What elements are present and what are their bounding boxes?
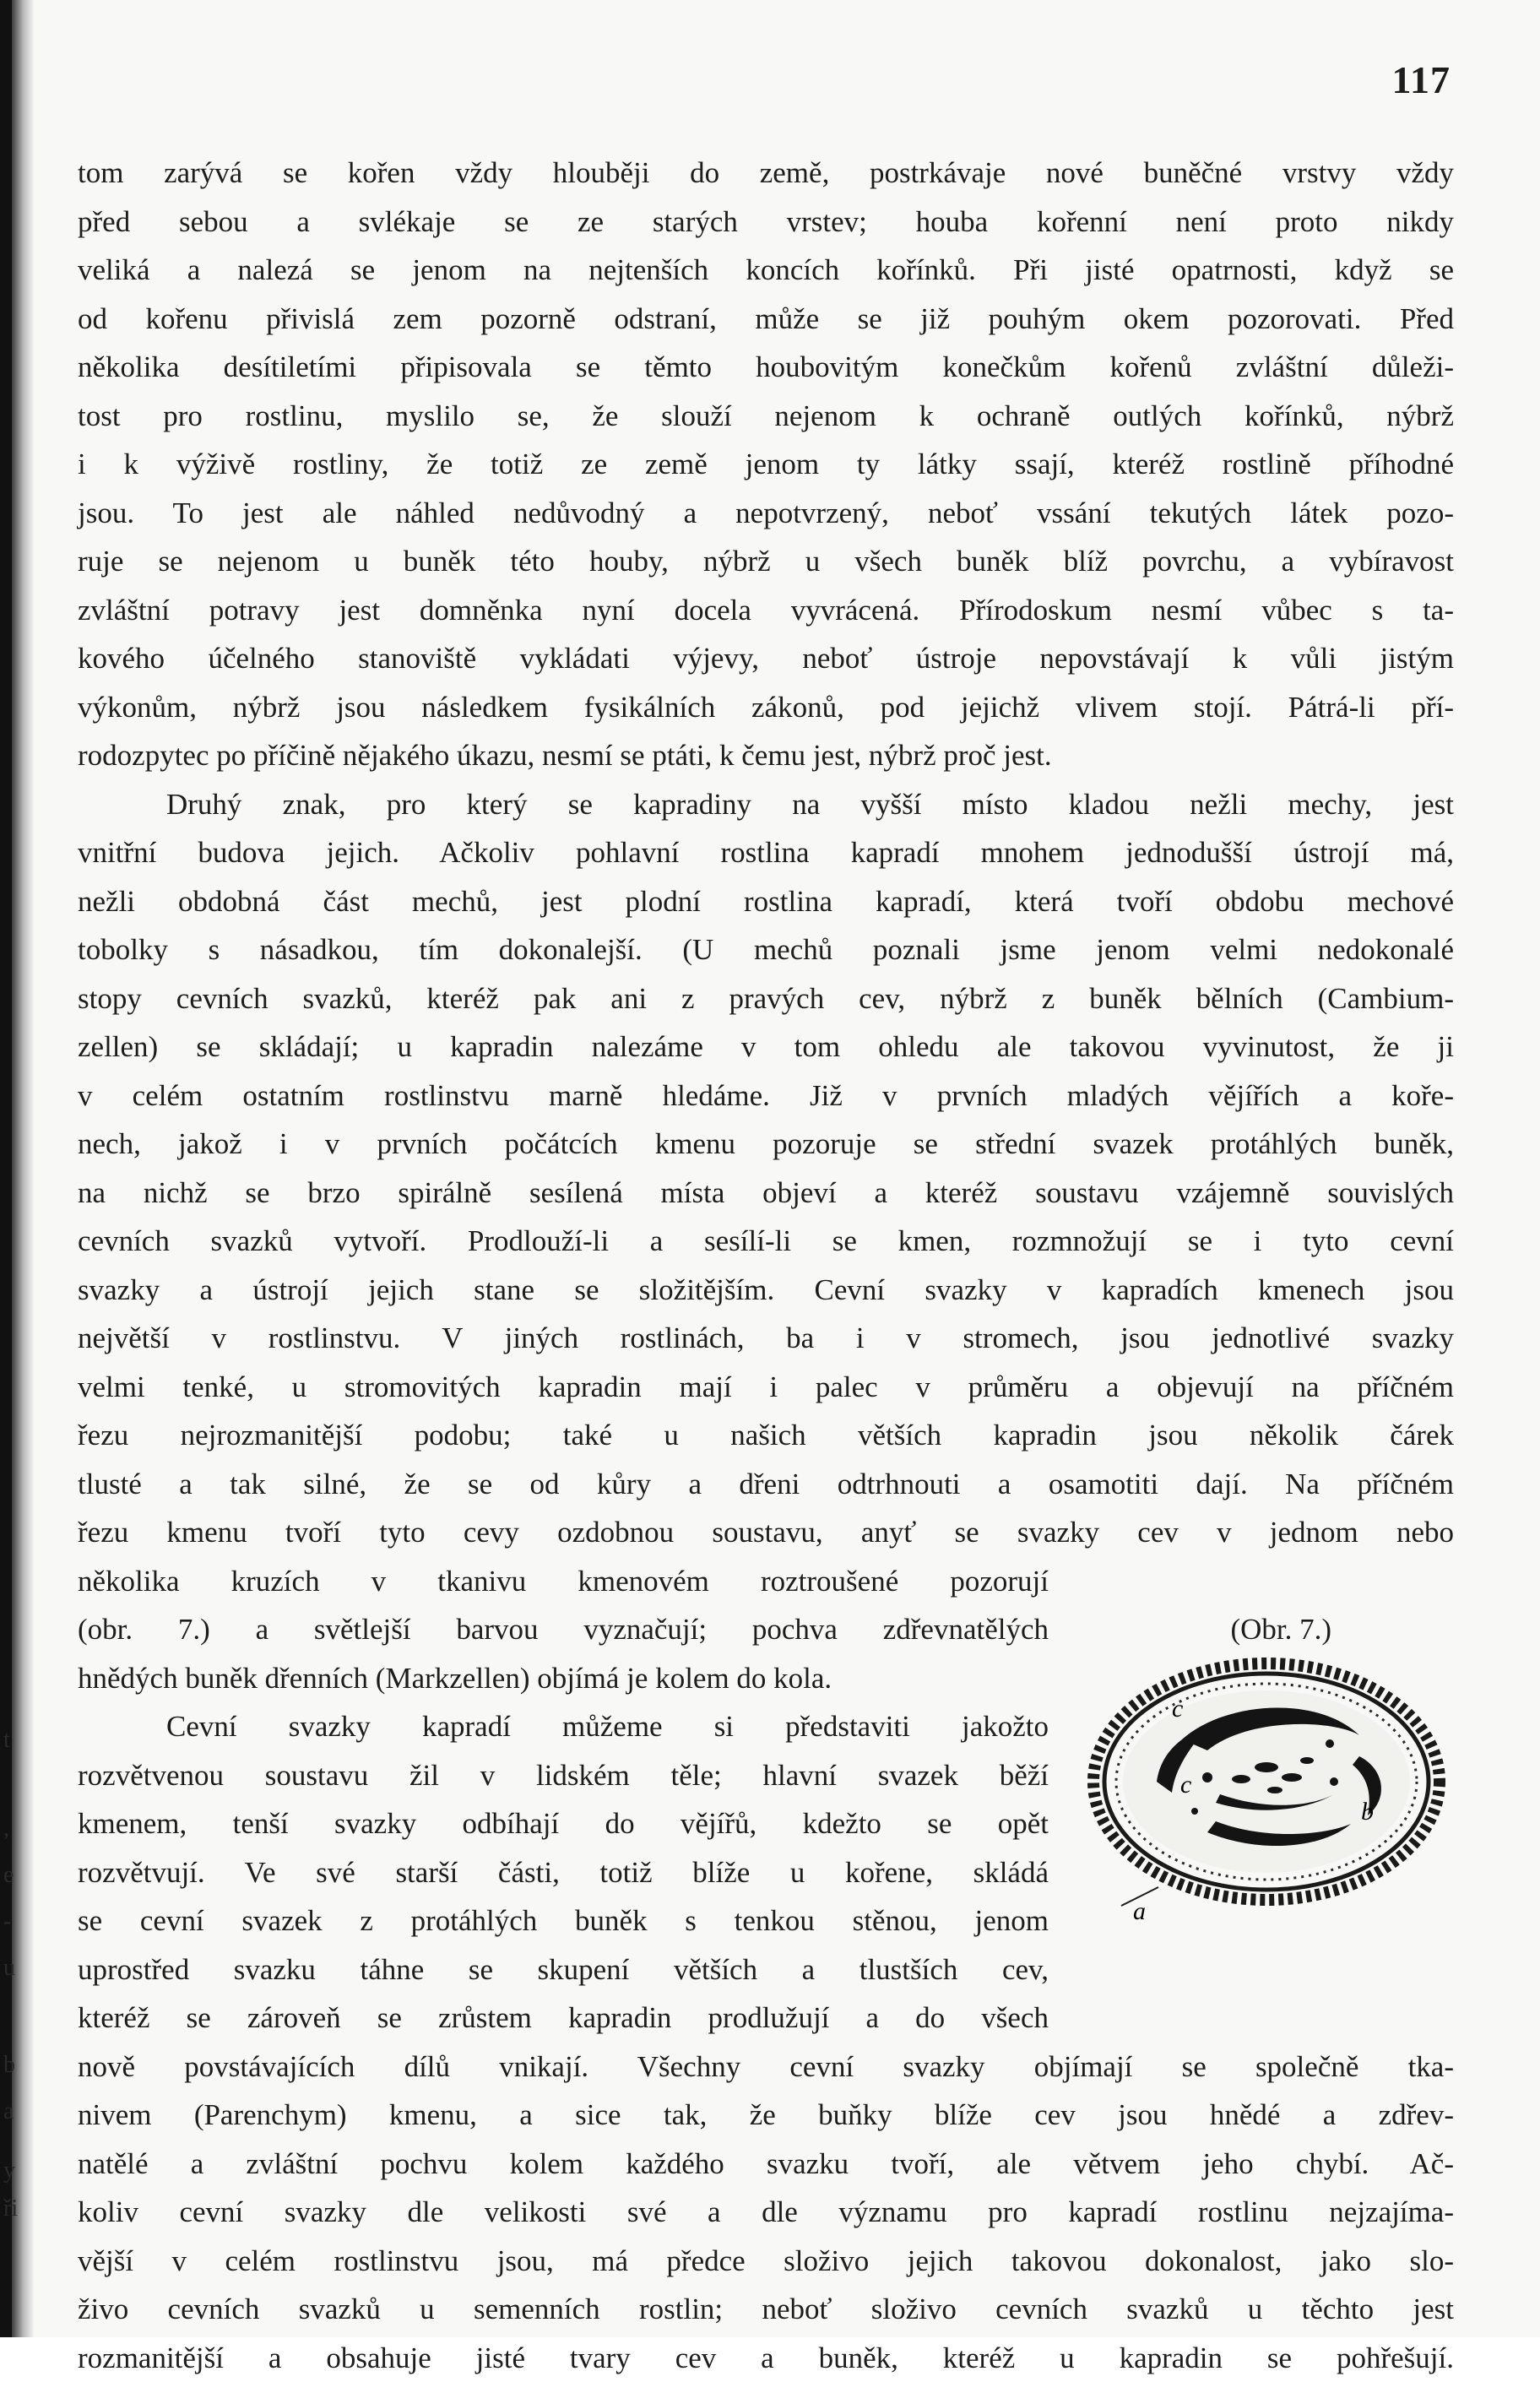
- margin-mark: -: [3, 1908, 11, 1935]
- text-line: uprostřed svazku táhne se skupení větších a tlustších cev,: [78, 1945, 1049, 1994]
- figure-label-c: c: [1180, 1771, 1191, 1799]
- text-line: tost pro rostlinu, myslilo se, že slouží nejenom k ochraně outlých kořínků, nýbrž: [78, 392, 1454, 441]
- text-line: rozmanitější a obsahuje jisté tvary cev a buněk, kteréž u kapradin se pohřešují.: [78, 2334, 1454, 2382]
- page-number: 117: [1366, 57, 1451, 102]
- text-line: veliká a nalezá se jenom na nejtenších koncích kořínků. Při jisté opatrnosti, když se: [78, 246, 1454, 295]
- figure-label-a: a: [1133, 1897, 1146, 1925]
- margin-mark: a: [3, 2098, 14, 2125]
- text-line: nově povstávajících dílů vnikají. Všechny cevní svazky objímají se společně tka-: [78, 2043, 1454, 2092]
- text-line: řezu nejrozmanitější podobu; také u našich větších kapradin jsou několik čárek: [78, 1411, 1454, 1460]
- text-line: svazky a ústrojí jejich stane se složitějším. Cevní svazky v kapradích kmenech jsou: [78, 1266, 1454, 1315]
- text-line: (obr. 7.) a světlejší barvou vyznačují; pochva zdřevnatělých: [78, 1605, 1049, 1654]
- text-line: živo cevních svazků u semenních rostlin; neboť složivo cevních svazků u těchto jest: [78, 2285, 1454, 2334]
- text-line: tom zarývá se kořen vždy hlouběji do země, postrkávaje nové buněčné vrstvy vždy: [78, 149, 1454, 198]
- binding-shadow: [12, 0, 34, 2337]
- fern-stem-cross-section-figure: [1081, 1642, 1452, 1929]
- figure-label-c: c: [1172, 1695, 1183, 1723]
- text-line: několika desítiletími připisovala se těmto houbovitým konečkům kořenů zvláštní důleži-: [78, 343, 1454, 392]
- text-line: kmenem, tenší svazky odbíhají do vějířů, kdežto se opět: [78, 1799, 1049, 1848]
- text-line: vější v celém rostlinstvu jsou, má předce složivo jejich takovou dokonalost, jako slo-: [78, 2237, 1454, 2286]
- margin-mark: e: [3, 1862, 14, 1889]
- text-line: od kořenu přivislá zem pozorně odstraní, může se již pouhým okem pozorovati. Před: [78, 295, 1454, 344]
- binding-edge: [0, 0, 12, 2337]
- text-line: rozvětvují. Ve své starší části, totiž blíže u kořene, skládá: [78, 1848, 1049, 1897]
- book-page: [34, 0, 1540, 2337]
- text-line: koliv cevní svazky dle velikosti své a dle významu pro kapradí rostlinu nejzajíma-: [78, 2188, 1454, 2237]
- margin-mark: t: [3, 1727, 10, 1754]
- text-line: nežli obdobná část mechů, jest plodní rostlina kapradí, která tvoří obdobu mechové: [78, 877, 1454, 926]
- margin-mark: y: [3, 2157, 15, 2184]
- text-line: výkonům, nýbrž jsou následkem fysikálních zákonů, pod jejichž vlivem stojí. Pátrá-li pří-: [78, 683, 1454, 732]
- text-line: tobolky s násadkou, tím dokonalejší. (U mechů poznali jsme jenom velmi nedokonalé: [78, 925, 1454, 974]
- text-line: cevních svazků vytvoří. Prodlouží-li a sesílí-li se kmen, rozmnožují se i tyto cevní: [78, 1217, 1454, 1266]
- text-line: na nichž se brzo spirálně sesílená místa objeví a kteréž soustavu vzájemně souvislých: [78, 1169, 1454, 1218]
- text-line: zvláštní potravy jest domněnka nyní docela vyvrácená. Přírodoskum nesmí vůbec s ta-: [78, 586, 1454, 635]
- text-line: Cevní svazky kapradí můžeme si představiti jakožto: [78, 1702, 1049, 1751]
- text-line: v celém ostatním rostlinstvu marně hledáme. Již v prvních mladých vějířích a koře-: [78, 1072, 1454, 1120]
- margin-mark: ,: [3, 1815, 9, 1842]
- text-line: Druhý znak, pro který se kapradiny na vyšší místo kladou nežli mechy, jest: [78, 780, 1454, 829]
- text-line: několika kruzích v tkanivu kmenovém roztroušené pozorují: [78, 1557, 1049, 1606]
- text-line: kového účelného stanoviště vykládati výjevy, neboť ústroje nepovstávají k vůli jistým: [78, 634, 1454, 683]
- text-line: rozvětvenou soustavu žil v lidském těle; hlavní svazek běží: [78, 1751, 1049, 1800]
- figure-label-b: b: [1361, 1798, 1374, 1826]
- margin-mark: ři: [3, 2195, 18, 2222]
- text-line: před sebou a svlékaje se ze starých vrstev; houba kořenní není proto nikdy: [78, 198, 1454, 247]
- text-line: největší v rostlinstvu. V jiných rostlinách, ba i v stromech, jsou jednotlivé svazky: [78, 1314, 1454, 1363]
- margin-mark: b: [3, 2052, 15, 2079]
- text-line: stopy cevních svazků, kteréž pak ani z pravých cev, nýbrž z buněk bělních (Cambium-: [78, 974, 1454, 1023]
- text-line: tlusté a tak silné, že se od kůry a dřeni odtrhnouti a osamotiti dají. Na příčném: [78, 1460, 1454, 1509]
- text-line: rodozpytec po příčině nějakého úkazu, nesmí se ptáti, k čemu jest, nýbrž proč jest.: [78, 731, 1454, 780]
- text-line: vnitřní budova jejich. Ačkoliv pohlavní rostlina kapradí mnohem jednodušší ústrojí má,: [78, 828, 1454, 877]
- figure-caption: (Obr. 7.): [1230, 1605, 1331, 1654]
- text-line: zellen) se skládají; u kapradin nalezáme v tom ohledu ale takovou vyvinutost, že ji: [78, 1023, 1454, 1072]
- text-line: nech, jakož i v prvních počátcích kmenu pozoruje se střední svazek protáhlých buněk,: [78, 1120, 1454, 1169]
- margin-mark: u: [3, 1955, 15, 1982]
- text-line: velmi tenké, u stromovitých kapradin mají i palec v průměru a objevují na příčném: [78, 1363, 1454, 1412]
- text-line: hnědých buněk dřenních (Markzellen) objímá je kolem do kola.: [78, 1654, 1049, 1703]
- text-line: kteréž se zároveň se zrůstem kapradin prodlužují a do všech: [78, 1994, 1049, 2043]
- text-line: ruje se nejenom u buněk této houby, nýbrž u všech buněk blíž povrchu, a vybíravost: [78, 537, 1454, 586]
- text-line: řezu kmenu tvoří tyto cevy ozdobnou soustavu, anyť se svazky cev v jednom nebo: [78, 1508, 1454, 1557]
- text-line: i k výživě rostliny, že totiž ze země jenom ty látky ssají, kteréž rostlině příhodné: [78, 440, 1454, 489]
- text-line: se cevní svazek z protáhlých buněk s tenkou stěnou, jenom: [78, 1896, 1049, 1945]
- text-line: jsou. To jest ale náhled nedůvodný a nepotvrzený, neboť vssání tekutých látek pozo-: [78, 489, 1454, 538]
- text-line: natělé a zvláštní pochvu kolem každého svazku tvoří, ale větvem jeho chybí. Ač-: [78, 2140, 1454, 2189]
- body-text: [78, 149, 1454, 2382]
- text-line: nivem (Parenchym) kmenu, a sice tak, že buňky blíže cev jsou hnědé a zdřev-: [78, 2091, 1454, 2140]
